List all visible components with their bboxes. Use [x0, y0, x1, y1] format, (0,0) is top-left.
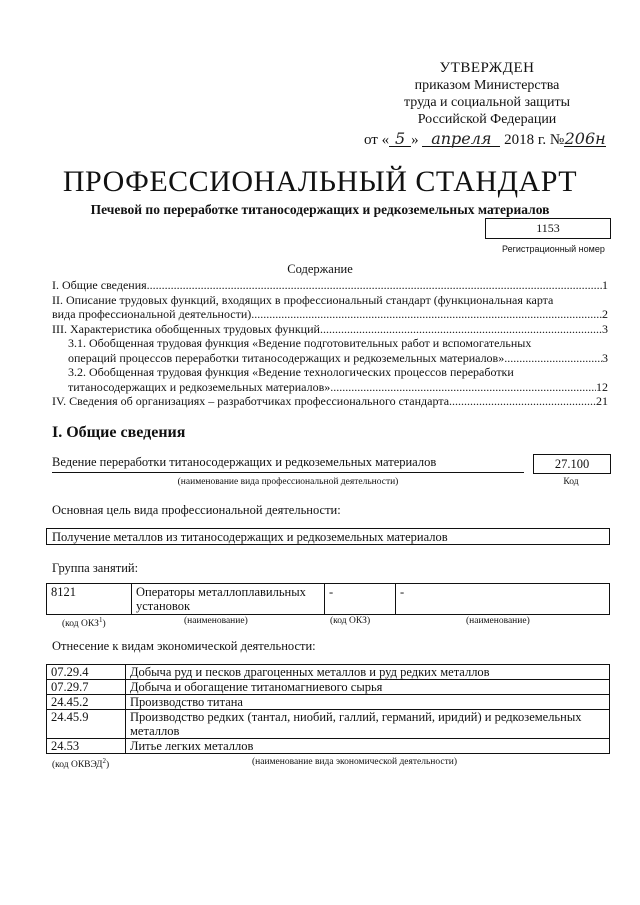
toc-entry-page: 3 [602, 350, 608, 365]
goal-box: Получение металлов из титаносодержащих и редкоземельных материалов [46, 528, 610, 545]
toc-entry-text-cont: операций процессов переработки титаносодержащих и редкоземельных материалов» [68, 350, 505, 365]
table-row [47, 584, 610, 615]
okved-name-caption: (наименование вида экономической деятельности) [252, 757, 457, 767]
goal-label: Основная цель вида профессиональной деятельности: [52, 503, 341, 517]
okved-code-caption: (код ОКВЭД$^2$) [52, 757, 110, 771]
toc-entry-page: 1 [602, 278, 608, 292]
toc-entry[interactable] [52, 394, 608, 409]
toc-entry-text: IV. Сведения об организациях – разработчиках профессионального стандарта [52, 394, 450, 408]
toc-entry-text-cont: вида профессиональной деятельности) [52, 307, 252, 321]
toc-entry-page: 3 [602, 321, 608, 336]
okz-name-caption: (наименование) [184, 616, 248, 626]
table-row [47, 710, 610, 739]
occupation-group-label: Группа занятий: [52, 561, 139, 575]
toc-entry-text: I. Общие сведения [52, 278, 147, 292]
okz-code-caption-2: (код ОКЗ) [330, 616, 371, 626]
table-row [47, 680, 610, 695]
date-prefix: от « [364, 132, 390, 148]
okved-name: Производство редких (тантал, ниобий, галлий, германий, иридий) и редкоземельных металлов [126, 710, 610, 739]
code-caption: Код [563, 477, 579, 487]
registration-caption: Регистрационный номер [502, 244, 605, 254]
table-row [47, 739, 610, 754]
okz-code-caption: (код ОКЗ$^1$) [62, 616, 106, 630]
okved-code: 07.29.4 [47, 665, 126, 680]
toc-entry-page: 2 [602, 307, 608, 321]
date-mid: » [411, 132, 419, 148]
toc-entry-text: 3.2. Обобщенная трудовая функция «Ведение технологических процессов переработки [68, 365, 514, 379]
okved-name: Добыча руд и песков драгоценных металлов и руд редких металлов [126, 665, 610, 680]
standard-subtitle: Печевой по переработке титаносодержащих и редкоземельных материалов [90, 202, 550, 217]
okved-name: Добыча и обогащение титаномагниевого сырья [126, 680, 610, 695]
approval-date-line [364, 131, 606, 149]
okved-code: 24.45.2 [47, 695, 126, 710]
approval-line-1: приказом Министерства [414, 78, 560, 93]
activity-code-box: 27.100 [533, 454, 611, 474]
activity-caption: (наименование вида профессиональной деятельности) [177, 477, 399, 487]
toc-entry-page: 12 [596, 379, 608, 394]
registration-number-box: 1153 [485, 218, 611, 239]
occupation-name-2: - [396, 584, 610, 615]
toc-entry[interactable] [52, 293, 608, 322]
okved-name: Литье легких металлов [126, 739, 610, 754]
table-of-contents [52, 278, 608, 409]
toc-entry-text: III. Характеристика обобщенных трудовых функций [52, 321, 320, 336]
occupation-table [46, 583, 610, 615]
section-heading: I. Общие сведения [52, 424, 186, 441]
occupation-code: 8121 [47, 584, 132, 615]
approval-line-2: труда и социальной защиты [404, 95, 570, 110]
occupation-name: Операторы металлоплавильных установок [132, 584, 325, 615]
toc-heading: Содержание [287, 262, 353, 276]
okved-code: 07.29.7 [47, 680, 126, 695]
toc-entry-text: II. Описание трудовых функций, входящих в профессиональный стандарт (функциональная карта [52, 292, 554, 307]
toc-entry-page: 21 [596, 394, 608, 408]
toc-entry-text-cont: титаносодержащих и редкоземельных материалов» [68, 379, 331, 394]
occupation-code-2: - [325, 584, 396, 615]
approval-block [360, 60, 590, 128]
approval-title: УТВЕРЖДЕН [439, 60, 535, 76]
date-year: 2018 г. № [504, 132, 565, 148]
standard-title: ПРОФЕССИОНАЛЬНЫЙ СТАНДАРТ [62, 165, 578, 198]
toc-entry[interactable] [52, 278, 608, 293]
approval-line-3: Российской Федерации [417, 112, 557, 127]
date-day: 5 [389, 131, 411, 147]
toc-entry[interactable] [52, 336, 608, 365]
toc-entry[interactable] [52, 365, 608, 394]
table-row [47, 665, 610, 680]
okved-code: 24.45.9 [47, 710, 126, 739]
order-number: 206н [564, 129, 606, 148]
toc-entry[interactable] [52, 322, 608, 337]
okved-table [46, 664, 610, 754]
toc-entry-text: 3.1. Обобщенная трудовая функция «Ведение подготовительных работ и вспомогательных [68, 336, 532, 350]
okved-label: Отнесение к видам экономической деятельности: [52, 639, 316, 653]
okz-name-caption-2: (наименование) [466, 616, 530, 626]
date-month: апреля [422, 131, 500, 147]
table-row [47, 695, 610, 710]
okved-code: 24.53 [47, 739, 126, 754]
activity-name: Ведение переработки титаносодержащих и редкоземельных материалов [52, 455, 524, 473]
okved-name: Производство титана [126, 695, 610, 710]
